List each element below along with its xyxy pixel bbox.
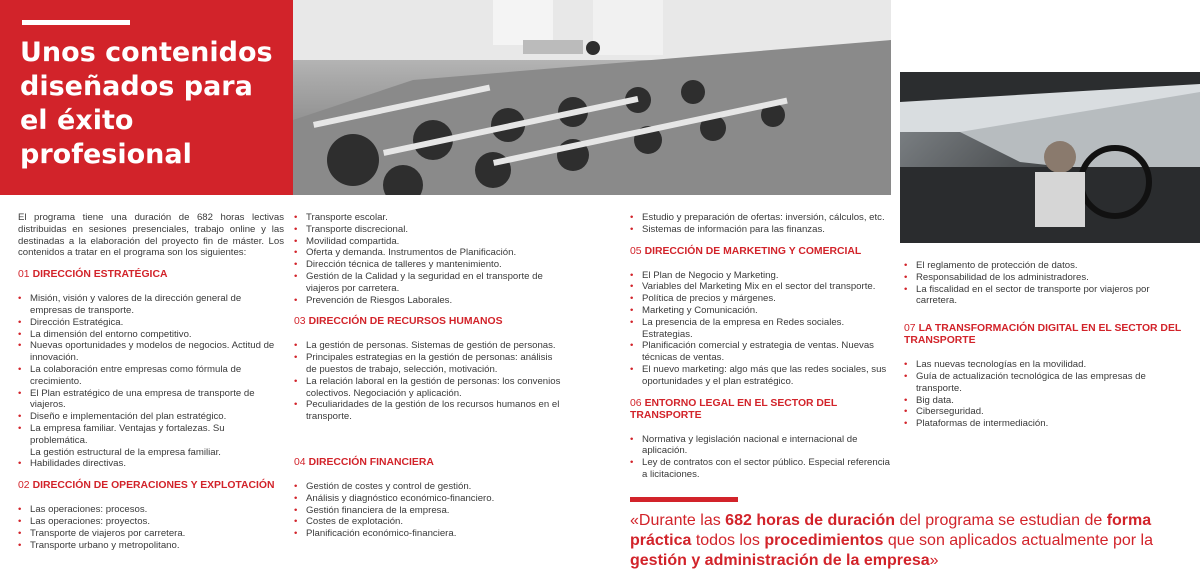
list-item: • Las nuevas tecnologías en la movilidad. <box>904 359 1184 371</box>
hero-panel <box>0 0 293 195</box>
list-item: • El nuevo marketing: algo más que las redes sociales, sus oportunidades y el plan estratégico. <box>630 364 892 388</box>
hero-accent-bar <box>22 20 130 25</box>
classroom-photo <box>293 0 891 195</box>
section-04-title: 04 DIRECCIÓN FINANCIERA <box>294 456 434 468</box>
list-item: • Plataformas de intermediación. <box>904 418 1184 430</box>
list-item: • Principales estrategias en la gestión de personas: análisis de puestos de trabajo, selección, motivación. <box>294 352 562 376</box>
list-item: • Marketing y Comunicación. <box>630 305 892 317</box>
list-item: • Gestión de costes y control de gestión. <box>294 481 562 493</box>
section-05-list <box>630 270 892 388</box>
list-item: • Gestión de la Calidad y la seguridad en el transporte de viajeros por carretera. <box>294 271 562 295</box>
list-item: • Big data. <box>904 395 1184 407</box>
list-item: • Ley de contratos con el sector público. Especial referencia a licitaciones. <box>630 457 892 481</box>
list-item: • Política de precios y márgenes. <box>630 293 892 305</box>
list-item: • Oferta y demanda. Instrumentos de Planificación. <box>294 247 562 259</box>
list-item: La gestión estructural de la empresa familiar. <box>30 446 221 458</box>
list-item: • Planificación económico-financiera. <box>294 528 562 540</box>
list-item: • El Plan de Negocio y Marketing. <box>630 270 892 282</box>
list-item: • Transporte escolar. <box>294 212 562 224</box>
list-item: • Habilidades directivas. <box>18 458 284 470</box>
quote-accent-bar <box>630 497 738 502</box>
list-item: • El reglamento de protección de datos. <box>904 260 1184 272</box>
column-1 <box>18 212 284 551</box>
list-item: • Gestión financiera de la empresa. <box>294 505 562 517</box>
intro-text: El programa tiene una duración de 682 horas lectivas distribuidas en sesiones presenciales, trabajo online y las destinadas a la elaboración del proyecto fin de máster. Los contenidos a tratar en el programa son los siguientes: <box>18 212 284 259</box>
list-item: • Sistemas de información para las finanzas. <box>630 224 892 236</box>
list-item: • Costes de explotación. <box>294 516 562 528</box>
list-item: • La empresa familiar. Ventajas y fortalezas. Su problemática. <box>18 423 284 447</box>
list-item: • Ciberseguridad. <box>904 406 1184 418</box>
list-item: • Análisis y diagnóstico económico-financiero. <box>294 493 562 505</box>
list-item: • La gestión de personas. Sistemas de gestión de personas. <box>294 340 562 352</box>
list-item: • Peculiaridades de la gestión de los recursos humanos en el transporte. <box>294 399 562 423</box>
section-01-title: 01 DIRECCIÓN ESTRATÉGICA <box>18 269 168 281</box>
section-06-title: 06 ENTORNO LEGAL EN EL SECTOR DEL TRANSPORTE <box>630 397 838 421</box>
section-03-title: 03 DIRECCIÓN DE RECURSOS HUMANOS <box>294 316 503 328</box>
list-item: • La colaboración entre empresas como fórmula de crecimiento. <box>18 364 284 388</box>
list-item: • Diseño e implementación del plan estratégico. <box>18 411 284 423</box>
list-item: • Normativa y legislación nacional e internacional de aplicación. <box>630 434 892 458</box>
section-06-list <box>630 434 892 481</box>
list-item: • Nuevas oportunidades y modelos de negocios. Actitud de innovación. <box>18 340 284 364</box>
section-02-list-cont <box>294 212 562 306</box>
column-3 <box>630 212 892 481</box>
column-2 <box>294 212 562 540</box>
section-04-list <box>294 481 562 540</box>
list-item: • Las operaciones: procesos. <box>18 504 284 516</box>
list-item: • Las operaciones: proyectos. <box>18 516 284 528</box>
hero-title: Unos contenidos diseñados para el éxito profesional <box>20 37 273 170</box>
list-item: • Dirección técnica de talleres y mantenimiento. <box>294 259 562 271</box>
pull-quote: «Durante las 682 horas de duración del programa se estudian de forma práctica todos los procedimientos que son aplicados actualmente por la gestión y administración de la empresa» <box>630 512 1153 569</box>
list-item: • Movilidad compartida. <box>294 236 562 248</box>
section-04-list-cont <box>630 212 892 236</box>
list-item: • Estudio y preparación de ofertas: inversión, cálculos, etc. <box>630 212 892 224</box>
list-item: • Transporte discrecional. <box>294 224 562 236</box>
list-item: • La dimensión del entorno competitivo. <box>18 329 284 341</box>
section-02-list <box>18 504 284 551</box>
column-4 <box>904 260 1184 430</box>
list-item: • Dirección Estratégica. <box>18 317 284 329</box>
bus-driver-photo <box>900 72 1200 243</box>
list-item: • La relación laboral en la gestión de personas: los convenios colectivos. Negociación y aplicación. <box>294 376 562 400</box>
list-item: • Planificación comercial y estrategia de ventas. Nuevas técnicas de ventas. <box>630 340 892 364</box>
section-06-list-cont <box>904 260 1184 307</box>
list-item: • La presencia de la empresa en Redes sociales. Estrategias. <box>630 317 892 341</box>
section-07-title: 07 LA TRANSFORMACIÓN DIGITAL EN EL SECTOR DEL TRANSPORTE <box>904 323 1182 347</box>
list-item: • Transporte de viajeros por carretera. <box>18 528 284 540</box>
section-07-list <box>904 359 1184 430</box>
list-item: • Guía de actualización tecnológica de las empresas de transporte. <box>904 371 1184 395</box>
list-item: • Prevención de Riesgos Laborales. <box>294 295 562 307</box>
list-item: • El Plan estratégico de una empresa de transporte de viajeros. <box>18 388 284 412</box>
list-item: • Variables del Marketing Mix en el sector del transporte. <box>630 281 892 293</box>
section-03-list <box>294 340 562 423</box>
list-item: • Responsabilidad de los administradores. <box>904 272 1184 284</box>
list-item: • Transporte urbano y metropolitano. <box>18 540 284 552</box>
section-01-list <box>18 293 284 470</box>
section-02-title: 02 DIRECCIÓN DE OPERACIONES Y EXPLOTACIÓN <box>18 480 275 492</box>
list-item: • La fiscalidad en el sector de transporte por viajeros por carretera. <box>904 284 1184 308</box>
list-item: • Misión, visión y valores de la dirección general de empresas de transporte. <box>18 293 284 317</box>
section-05-title: 05 DIRECCIÓN DE MARKETING Y COMERCIAL <box>630 245 862 257</box>
